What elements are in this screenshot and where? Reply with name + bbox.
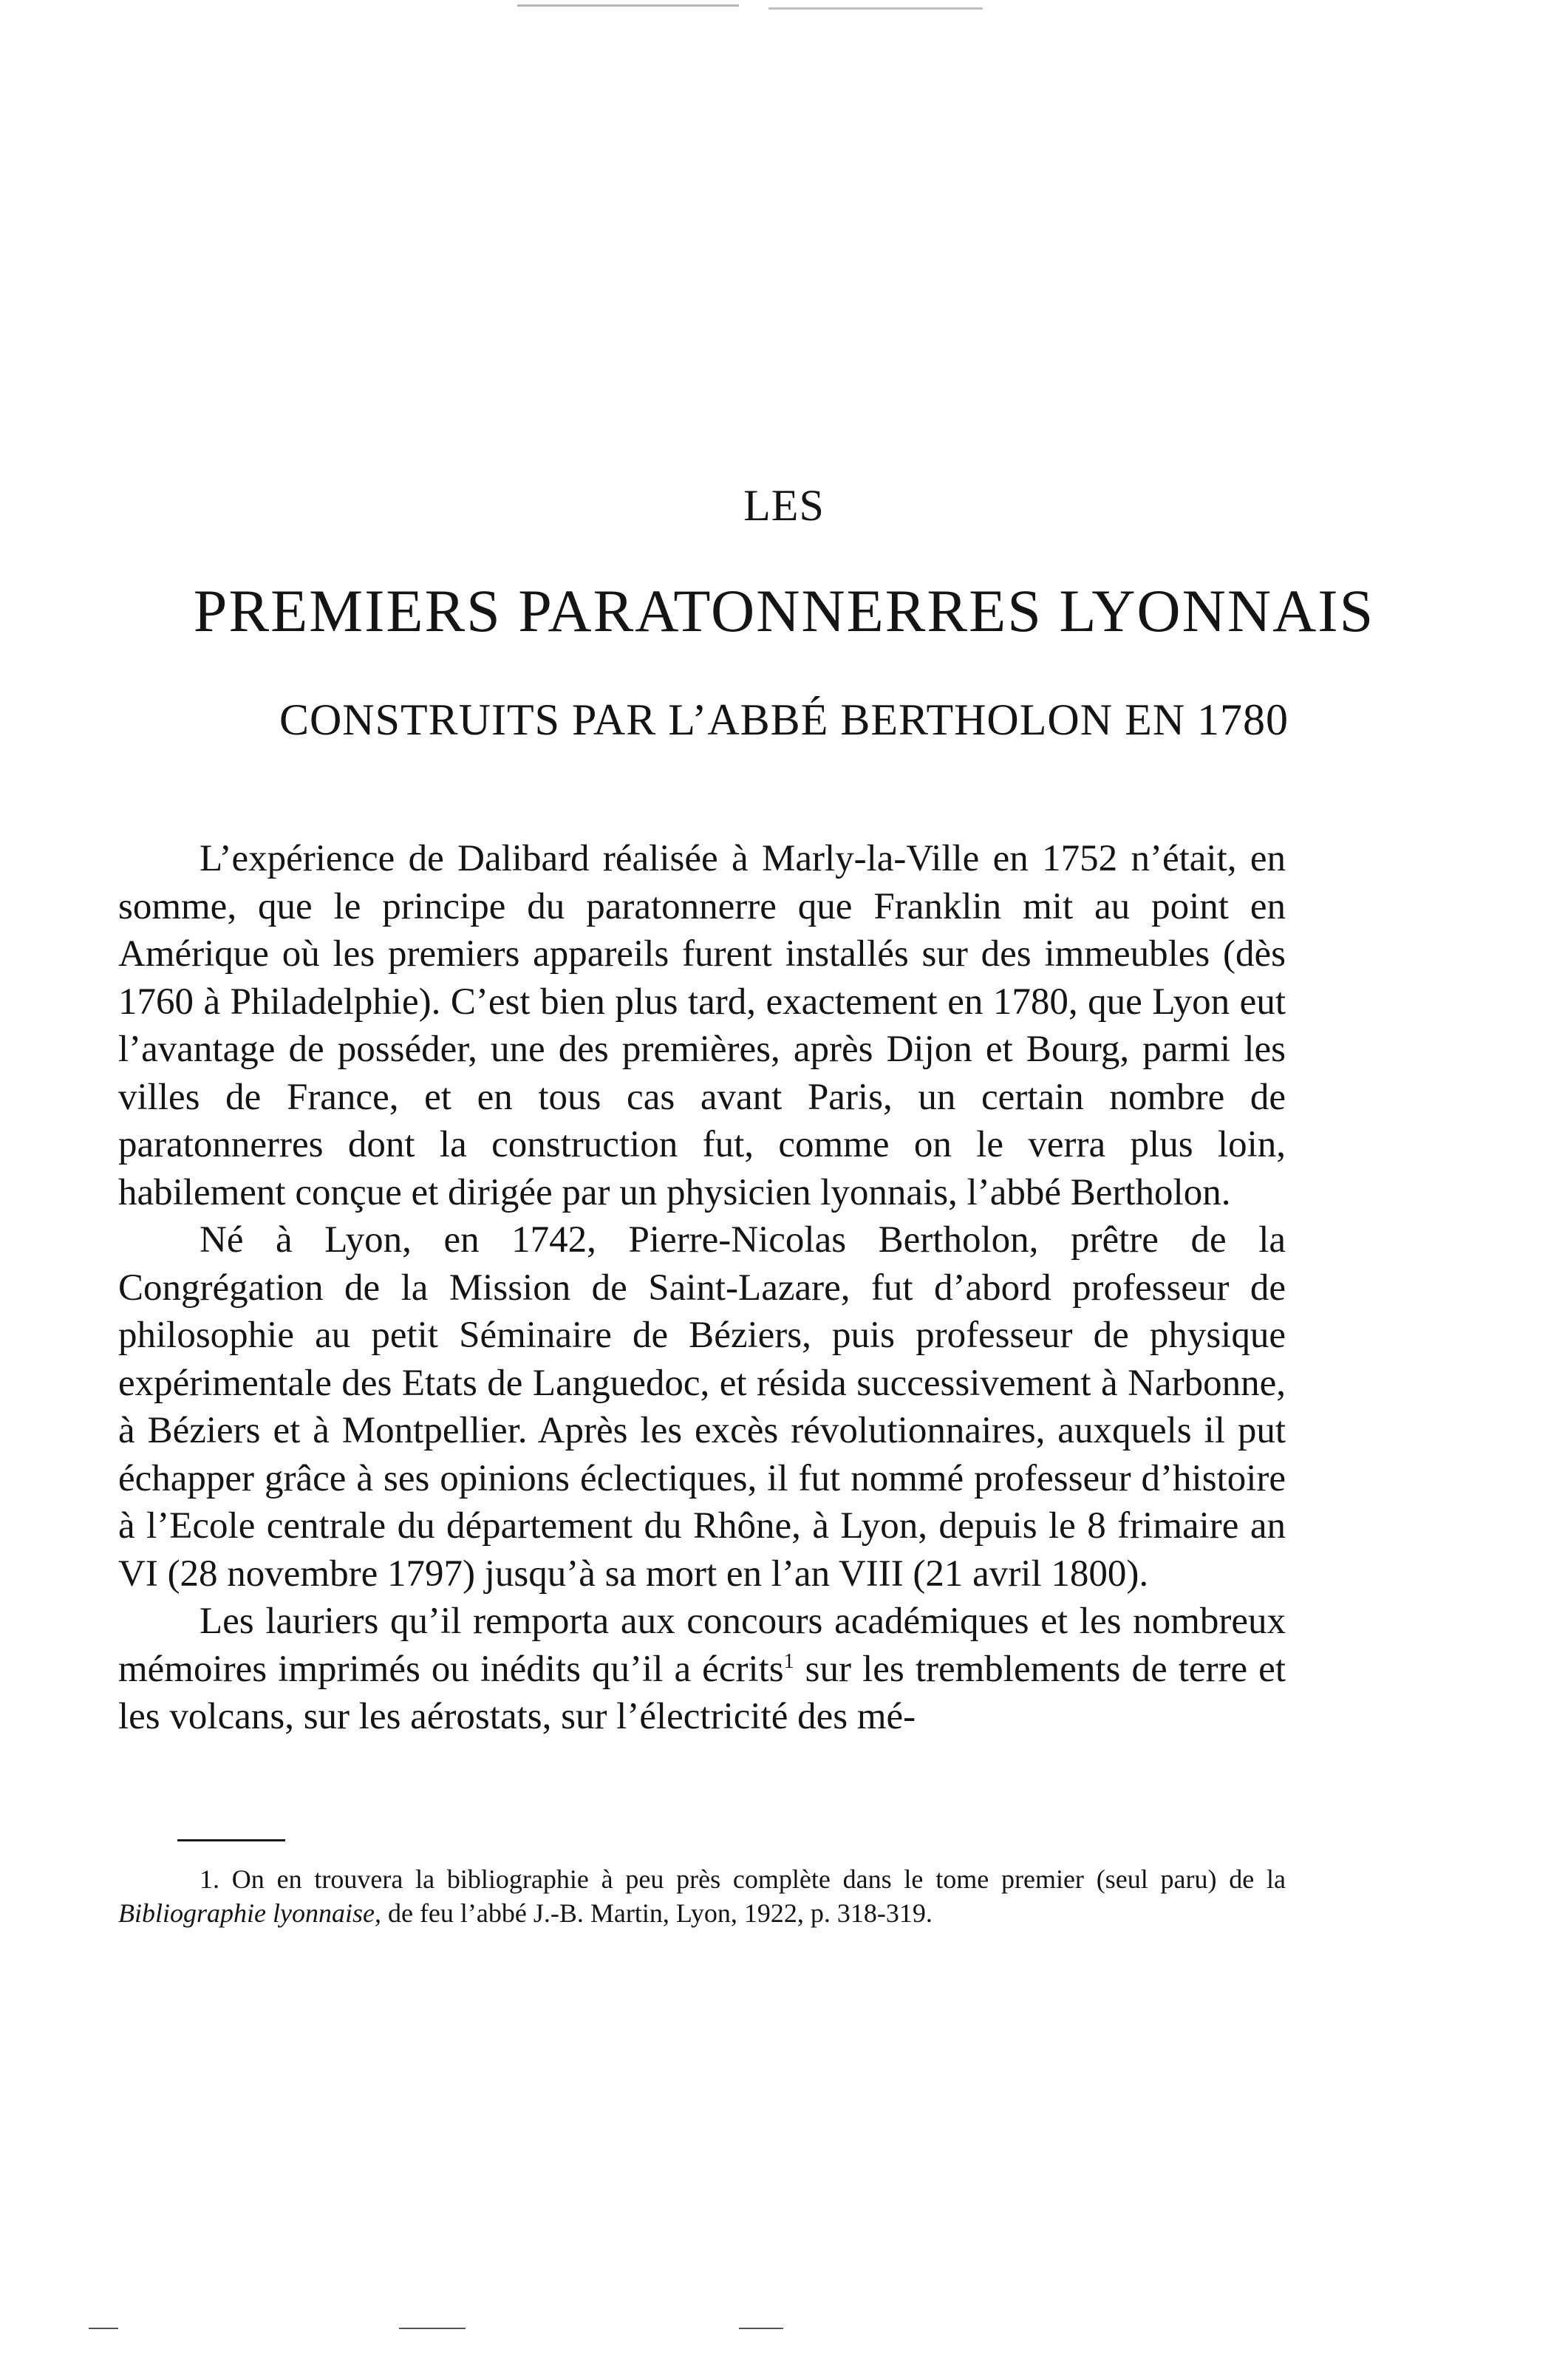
footnote-divider [177, 1839, 285, 1841]
footnote-italic-title: Bibliographie lyonnaise, [118, 1898, 381, 1928]
article-body [118, 835, 1286, 1741]
paragraph-3-text-a: Les lauriers qu’il remporta aux concours académiques et les nombreux mémoires imprimés ou inédits qu’il a écrits [118, 1601, 1286, 1690]
title-kicker: LES [743, 481, 825, 530]
footnote-text-a: On en trouvera la bibliographie à peu près complète dans le tome premier (seul paru) de la [219, 1864, 1286, 1894]
page-title: PREMIERS PARATONNERRES LYONNAIS [193, 577, 1375, 644]
page-subtitle: CONSTRUITS PAR L’ABBÉ BERTHOLON EN 1780 [279, 695, 1289, 744]
scan-edge-mark-2 [399, 2328, 466, 2329]
footnote [118, 1862, 1286, 1930]
scan-noise-top [517, 0, 1034, 30]
paragraph-3 [118, 1598, 1286, 1741]
footnote-reference: 1 [783, 1649, 794, 1673]
footnote-text-b: de feu l’abbé J.-B. Martin, Lyon, 1922, p. 318-319. [381, 1898, 933, 1928]
scan-edge-mark-1 [89, 2328, 118, 2329]
scan-edge-mark-3 [739, 2328, 783, 2329]
footnote-number: 1. [200, 1864, 219, 1894]
paragraph-1: L’expérience de Dalibard réalisée à Marly-la-Ville en 1752 n’était, en somme, que le principe du paratonnerre que Franklin mit au point en Amérique où les premiers appareils furent installés sur des immeubles (dès 1760 à Philadelphie). C’est bien plus tard, exactement en 1780, que Lyon eut l’avantage de posséder, une des premières, après Dijon et Bourg, parmi les villes de France, et en tous cas avant Paris, un certain nombre de paratonnerres dont la construction fut, comme on le verra plus loin, habilement conçue et dirigée par un physicien lyonnais, l’abbé Bertholon. [118, 838, 1286, 1213]
paragraph-3-text-b: sur les tremblements de terre et les volcans, sur les aérostats, sur l’électricité des mé- [118, 1648, 1286, 1737]
paragraph-2: Né à Lyon, en 1742, Pierre-Nicolas Bertholon, prêtre de la Congrégation de la Mission de Saint-Lazare, fut d’abord professeur de philosophie au petit Séminaire de Béziers, puis professeur de physique expérimentale des Etats de Languedoc, et résida successivement à Narbonne, à Béziers et à Montpellier. Après les excès révolutionnaires, auxquels il put échapper grâce à ses opinions éclectiques, il fut nommé professeur d’histoire à l’Ecole centrale du département du Rhône, à Lyon, depuis le 8 frimaire an VI (28 novembre 1797) jusqu’à sa mort en l’an VIII (21 avril 1800). [118, 1219, 1286, 1595]
